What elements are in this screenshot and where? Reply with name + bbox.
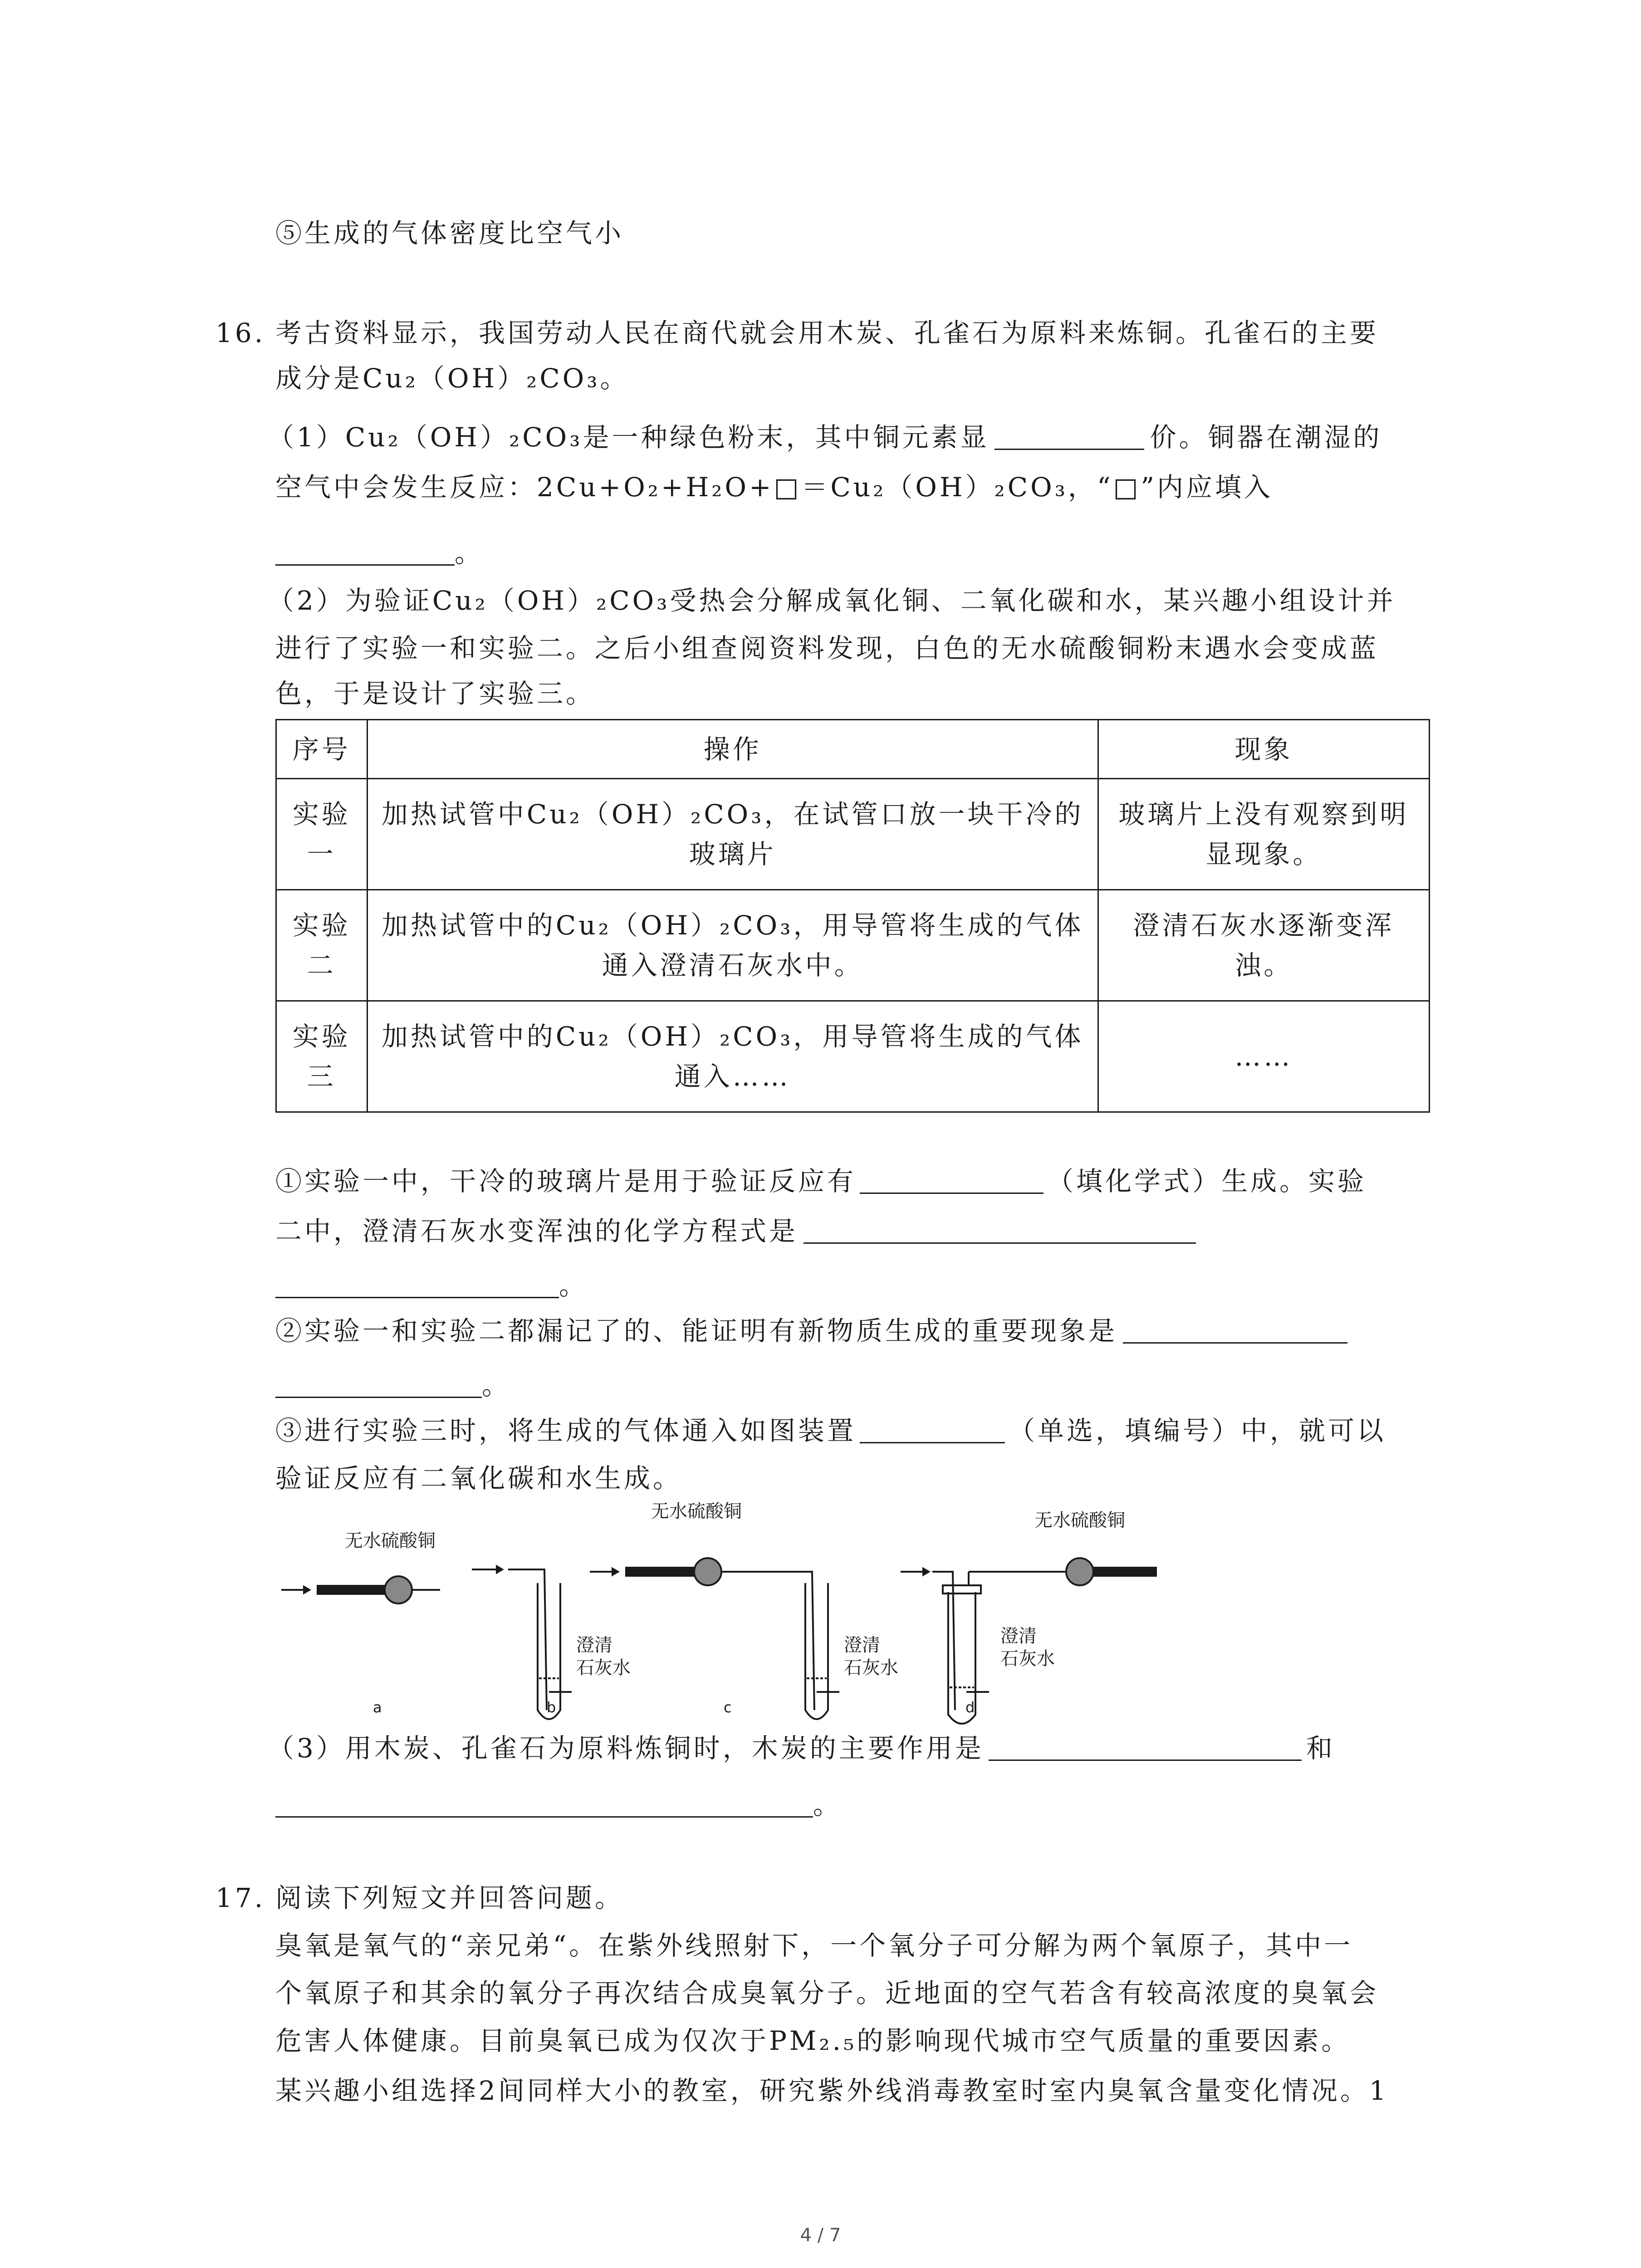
period: 。 <box>455 538 484 568</box>
q16-part2-line-1: （2）为验证Cu₂（OH）₂CO₃受热会分解成氧化铜、二氧化碳和水，某兴趣小组设计并 <box>268 585 1396 616</box>
table-cell-operation: 加热试管中的Cu₂（OH）₂CO₃，用导管将生成的气体 通入…… <box>367 1001 1098 1112</box>
table-header-id: 序号 <box>276 720 367 779</box>
label-anhydrous-cuso4-c: 无水硫酸铜 <box>651 1501 742 1522</box>
answer-blank-phenomenon-cont[interactable] <box>275 1369 482 1398</box>
experiment-table <box>275 719 1430 1113</box>
table-row <box>276 779 1430 890</box>
q16-part2-line-3: 色，于是设计了实验三。 <box>275 678 595 709</box>
q16-sub2-line-2: 。 <box>275 1365 511 1405</box>
table-cell-phenomenon: 玻璃片上没有观察到明 显现象。 <box>1098 779 1429 890</box>
q17-line-3: 个氧原子和其余的氧分子再次结合成臭氧分子。近地面的空气若含有较高浓度的臭氧会 <box>275 1978 1379 2009</box>
q17-line-1: 阅读下列短文并回答问题。 <box>275 1882 624 1913</box>
q16-sub3-line-1: ③进行实验三时，将生成的气体通入如图装置 （单选，填编号）中，就可以 <box>275 1415 1386 1446</box>
table-cell-id: 实验 二 <box>276 890 367 1001</box>
table-cell-operation: 加热试管中Cu₂（OH）₂CO₃，在试管口放一块干冷的 玻璃片 <box>367 779 1098 890</box>
table-row <box>276 1001 1430 1112</box>
q16-part3-line-2: 。 <box>275 1785 842 1825</box>
answer-blank-equation-cont[interactable] <box>275 1270 559 1298</box>
answer-blank-formula[interactable] <box>860 1165 1043 1194</box>
device-a <box>281 1576 440 1603</box>
q17-line-5: 某兴趣小组选择2间同样大小的教室，研究紫外线消毒教室时室内臭氧含量变化情况。1 <box>275 2075 1389 2106</box>
q16-part1-text: （1）Cu₂（OH）₂CO₃是一种绿色粉末，其中铜元素显 <box>268 422 989 453</box>
label-anhydrous-cuso4-a: 无水硫酸铜 <box>345 1530 436 1551</box>
q16-part1-line-2: 空气中会发生反应：2Cu+O₂+H₂O+□＝Cu₂（OH）₂CO₃，“□”内应填入 <box>275 472 1274 503</box>
table-cell-phenomenon: …… <box>1098 1001 1429 1112</box>
q16-intro-line-2: 成分是Cu₂（OH）₂CO₃。 <box>275 363 629 394</box>
answer-blank-charcoal-role-1[interactable] <box>989 1732 1302 1761</box>
table-cell-operation: 加热试管中的Cu₂（OH）₂CO₃，用导管将生成的气体 通入澄清石灰水中。 <box>367 890 1098 1001</box>
q16-part2-line-2: 进行了实验一和实验二。之后小组查阅资料发现，白色的无水硫酸铜粉末遇水会变成蓝 <box>275 633 1379 664</box>
q16-part3-line-1: （3）用木炭、孔雀石为原料炼铜时，木炭的主要作用是 和 <box>268 1733 1335 1764</box>
q16-intro-line-1: 考古资料显示，我国劳动人民在商代就会用木炭、孔雀石为原料来炼铜。孔雀石的主要 <box>275 318 1379 348</box>
device-label-c: c <box>724 1699 732 1716</box>
answer-blank-valence[interactable] <box>994 421 1144 450</box>
prev-item-5: ⑤生成的气体密度比空气小 <box>275 218 624 249</box>
table-cell-id: 实验 三 <box>276 1001 367 1112</box>
table-cell-id: 实验 一 <box>276 779 367 890</box>
page-number: 4 / 7 <box>800 2225 841 2246</box>
q16-sub1-line-3: 。 <box>275 1266 588 1305</box>
q16-sub1-line-1: ①实验一中，干冷的玻璃片是用于验证反应有 （填化学式）生成。实验 <box>275 1166 1367 1197</box>
device-label-d: d <box>965 1699 975 1716</box>
q16-part1-line-1 <box>268 417 1382 457</box>
device-b <box>472 1566 572 1719</box>
q16-sub1-line-2: 二中，澄清石灰水变浑浊的化学方程式是 <box>275 1211 1196 1251</box>
q16-sub2-line-1: ②实验一和实验二都漏记了的、能证明有新物质生成的重要现象是 <box>275 1311 1347 1351</box>
label-limewater-b-2: 石灰水 <box>576 1657 631 1678</box>
device-label-b: b <box>547 1699 556 1716</box>
label-anhydrous-cuso4-d: 无水硫酸铜 <box>1034 1510 1125 1531</box>
q17-line-2: 臭氧是氧气的“亲兄弟“。在紫外线照射下，一个氧分子可分解为两个氧原子，其中一 <box>275 1930 1353 1961</box>
answer-blank-device[interactable] <box>860 1415 1005 1443</box>
question-number-16: 16. <box>216 318 266 348</box>
question-number-17: 17. <box>216 1882 266 1913</box>
label-limewater-d-2: 石灰水 <box>1000 1648 1055 1669</box>
device-label-a: a <box>373 1699 382 1716</box>
answer-blank-charcoal-role-2[interactable] <box>275 1789 813 1818</box>
q16-sub3-line-2: 验证反应有二氧化碳和水生成。 <box>275 1463 682 1494</box>
answer-blank-box-fill[interactable] <box>275 537 455 566</box>
label-limewater-d-1: 澄清 <box>1000 1626 1037 1647</box>
q16-part1-line-3 <box>275 533 484 573</box>
table-header-operation: 操作 <box>367 720 1098 779</box>
table-row <box>276 890 1430 1001</box>
table-cell-phenomenon: 澄清石灰水逐渐变浑 浊。 <box>1098 890 1429 1001</box>
device-c <box>590 1558 839 1719</box>
label-limewater-c-2: 石灰水 <box>844 1657 898 1678</box>
table-header-phenomenon: 现象 <box>1098 720 1429 779</box>
label-limewater-c-1: 澄清 <box>844 1635 880 1656</box>
q17-line-4: 危害人体健康。目前臭氧已成为仅次于PM₂.₅的影响现代城市空气质量的重要因素。 <box>275 2025 1351 2056</box>
answer-blank-equation[interactable] <box>803 1215 1196 1244</box>
answer-blank-phenomenon[interactable] <box>1123 1315 1347 1344</box>
label-limewater-b-1: 澄清 <box>576 1635 612 1656</box>
q16-part1-tail: 价。铜器在潮湿的 <box>1150 422 1382 453</box>
